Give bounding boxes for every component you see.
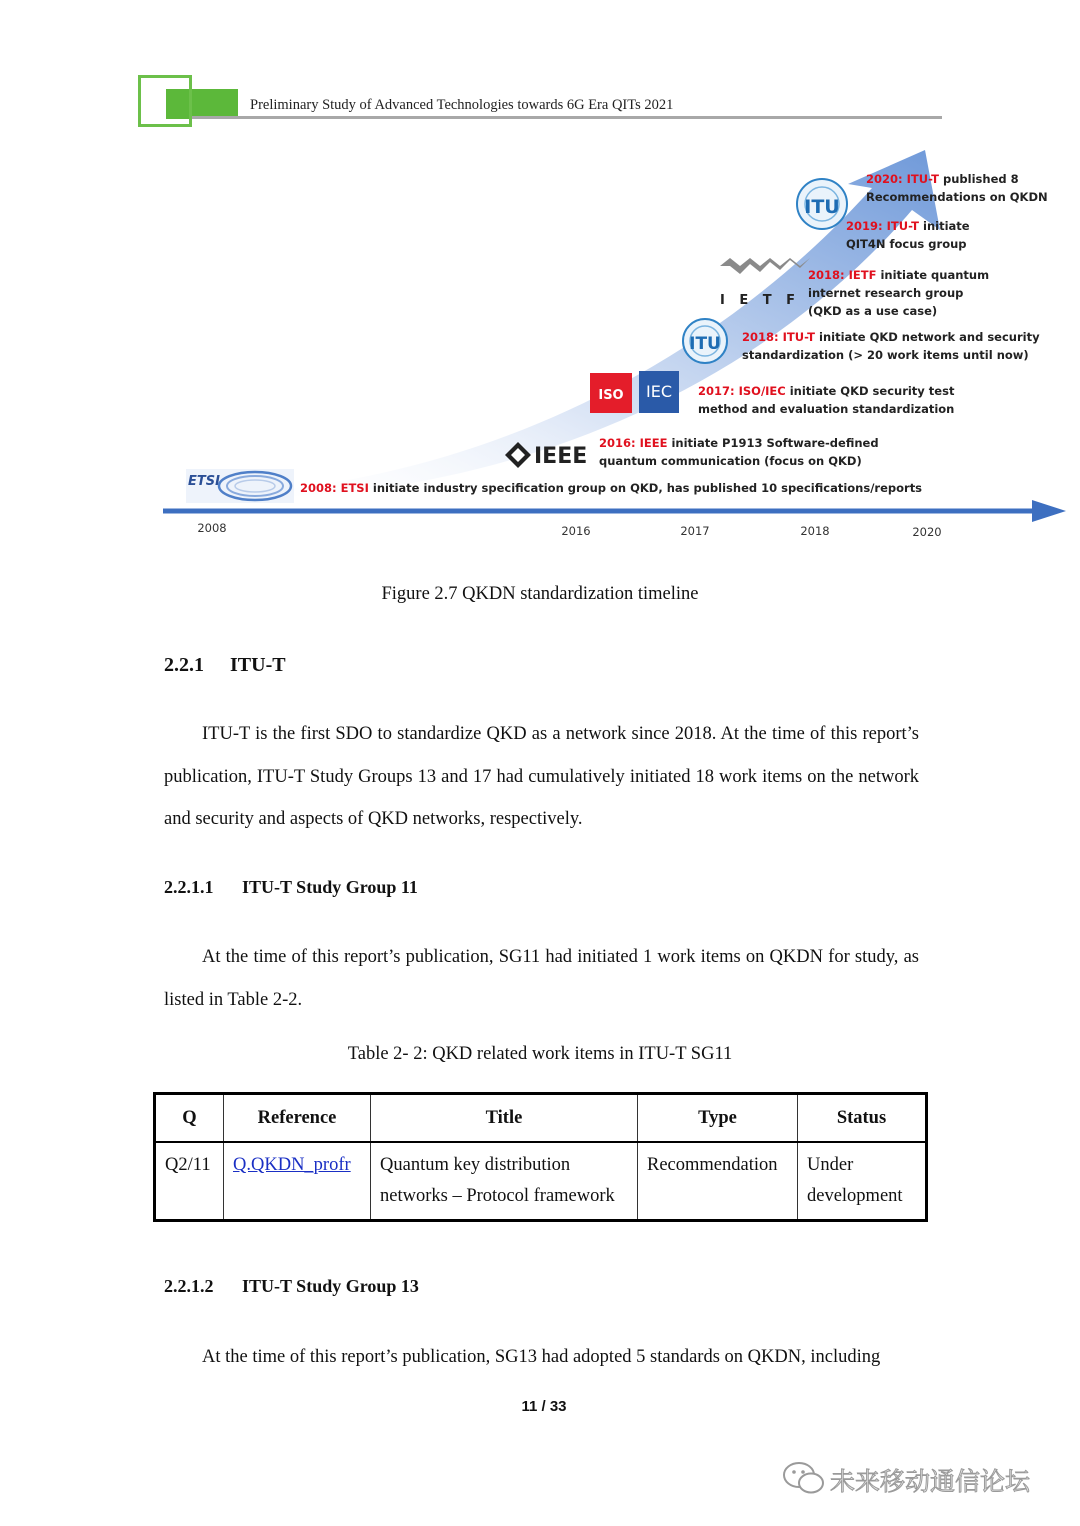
cell-reference: [224, 1142, 371, 1221]
cell-title: Quantum key distribution networks – Protocol framework: [371, 1142, 638, 1221]
table-header-row: [155, 1094, 927, 1143]
table-header: Title: [371, 1094, 638, 1143]
year-label: 2016: [561, 524, 591, 538]
event-2020-line2: Recommendations on QKDN: [866, 190, 1048, 204]
subsection-heading: [164, 877, 418, 898]
table-row: [155, 1142, 927, 1221]
event-2018-ietf-line3: (QKD as a use case): [808, 304, 938, 318]
watermark: [782, 1458, 1052, 1498]
svg-text:I E T F: I E T F: [720, 293, 801, 308]
iec-logo: [639, 371, 679, 413]
section-number: 2.2.1: [164, 654, 204, 676]
event-2019-line2: QIT4N focus group: [846, 237, 967, 251]
watermark-text: 未来移动通信论坛: [830, 1467, 1031, 1496]
subsection-title: ITU-T Study Group 13: [242, 1276, 419, 1296]
event-2018-itu: 2018: ITU-T initiate QKD network and security: [742, 330, 1040, 344]
cell-q: Q2/11: [155, 1142, 224, 1221]
year-label: 2008: [197, 521, 227, 535]
event-2020: 2020: ITU-T published 8: [866, 172, 1019, 186]
subsection-number: 2.2.1.1: [164, 877, 214, 897]
svg-text:ITU: ITU: [804, 196, 840, 218]
cell-type: Recommendation: [638, 1142, 798, 1221]
svg-text:ETSI: ETSI: [188, 474, 220, 489]
event-2008: 2008: ETSI initiate industry specification group on QKD, has published 10 specifications/reports: [300, 481, 923, 495]
subsection-heading: [164, 1276, 419, 1297]
sg13-paragraph: At the time of this report’s publication, SG13 had adopted 5 standards on QKDN, including: [202, 1347, 881, 1367]
subsection-title: ITU-T Study Group 11: [242, 877, 418, 897]
page-number: 11 / 33: [521, 1398, 567, 1415]
header-green-frame: [138, 75, 192, 127]
header-title: Preliminary Study of Advanced Technologies towards 6G Era QITs 2021: [250, 97, 674, 113]
iso-logo: [590, 373, 632, 413]
intro-paragraph: ITU-T is the first SDO to standardize QKD as a network since 2018. At the time of this report’s publication, ITU-T Study Groups 13 and 17 had cumulatively initiated 18 work items on the network and security and aspects of QKD networks, respectively.: [164, 724, 919, 829]
header-rule: [192, 116, 942, 119]
event-2017-line2: method and evaluation standardization: [698, 402, 955, 416]
timeline-axis-arrowhead: [1032, 500, 1066, 522]
event-2018-ietf: 2018: IETF initiate quantum: [808, 268, 990, 282]
reference-link[interactable]: Q.QKDN_profr: [233, 1155, 351, 1175]
event-2017: 2017: ISO/IEC initiate QKD security test: [698, 384, 955, 398]
subsection-number: 2.2.1.2: [164, 1276, 214, 1296]
table-caption: Table 2- 2: QKD related work items in ITU-T SG11: [347, 1044, 733, 1064]
wechat-icon: [782, 1460, 826, 1496]
svg-text:ITU: ITU: [689, 334, 721, 354]
svg-text:IEC: IEC: [646, 382, 672, 401]
event-2019: 2019: ITU-T initiate: [846, 219, 970, 233]
event-2016: 2016: IEEE initiate P1913 Software-defined: [599, 436, 879, 450]
itu-logo: [683, 319, 727, 363]
year-label: 2018: [800, 524, 830, 538]
figure-caption: Figure 2.7 QKDN standardization timeline: [381, 584, 699, 604]
event-2018-ietf-line2: internet research group: [808, 286, 964, 300]
section-title: ITU-T: [230, 654, 286, 676]
work-items-table: [153, 1092, 928, 1222]
table-header: Q: [155, 1094, 224, 1143]
table-header: Reference: [224, 1094, 371, 1143]
event-2016-line2: quantum communication (focus on QKD): [599, 454, 862, 468]
table-header: Status: [798, 1094, 927, 1143]
etsi-logo: [186, 469, 294, 503]
sg11-paragraph: At the time of this report’s publication, SG11 had initiated 1 work items on QKDN for study, as listed in Table 2-2.: [164, 947, 919, 1010]
section-heading: [164, 654, 286, 677]
timeline-figure: [160, 148, 1070, 548]
svg-text:ISO: ISO: [598, 388, 624, 403]
svg-text:IEEE: IEEE: [534, 444, 588, 469]
cell-status: Under development: [798, 1142, 927, 1221]
year-label: 2017: [680, 524, 710, 538]
year-label: 2020: [912, 525, 942, 539]
table-header: Type: [638, 1094, 798, 1143]
itu-logo: [797, 179, 847, 229]
event-2018-itu-line2: standardization (> 20 work items until now): [742, 348, 1029, 362]
ieee-logo: [505, 442, 587, 469]
